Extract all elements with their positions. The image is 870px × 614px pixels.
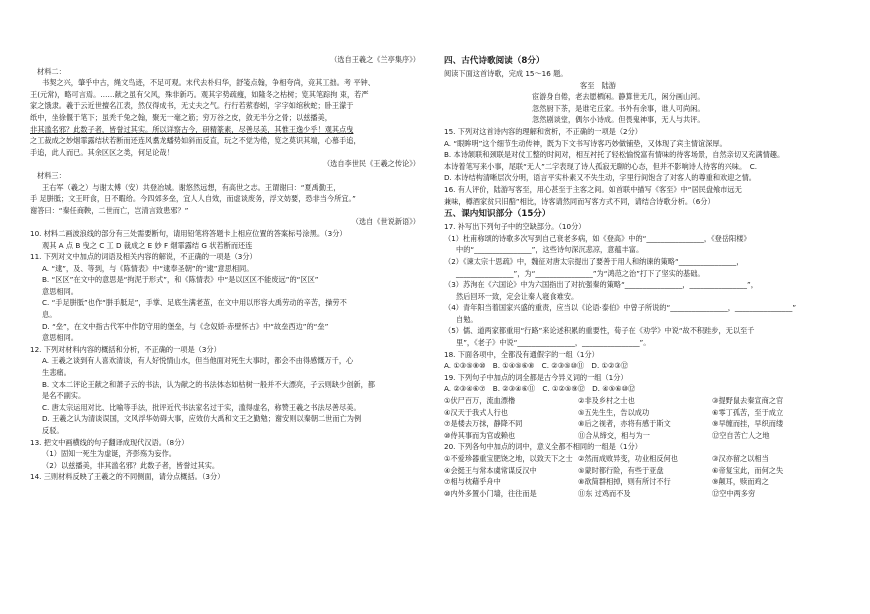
text-line: B. 本诗颔联和颈联是对仗工整的时间对，相互衬托了轻松愉悦富有情味的待客场景，自然亲切又充满情趣。 [444,150,785,160]
text-line: 息。 [42,310,57,320]
text-line: 13. 把文中画横线的句子翻译成现代汉语。（8分） [30,437,189,447]
option-item: ⑥帝复宝此，而何之失 [712,465,784,475]
text-line: 之工裁成之妙烟霏露结状若断而还连风翥龙蟠势如斜而反直，玩之不觉为倦，览之莫识其端，心慕手追， [30,136,361,146]
text-line: 忽然剧谈堂，偶尔小诗成。但畏鬼神事，无人与共评。 [532,115,705,125]
option-item: ⑤蒙时都行险，有些于亚盘 [578,465,664,475]
text-line: 15. 下列对这首诗内容的理解和赏析，不正确的一项是（2分） [444,126,642,136]
text-line: C. “手足胼胝”也作“胼手胝足”，手掌、足底生满老茧，在文中用以形容大禹劳动的辛苦，操劳不 [42,298,347,308]
text-line: 16. 有人评价，陆游写客至，用心甚至于主客之间。如首联中描写《客至》中“居民盘飧市远无 [444,184,742,194]
option-row [444,465,846,477]
text-line: 兼味，樽酒家贫只旧醅”相比，诗客请然同而写客方式不同，请结合诗歌分析。（6分） [444,196,715,206]
text-line: 14. 三则材料反映了王羲之的不同侧面，请分点概括。（3分） [30,472,225,482]
text-line: 阅读下面这首诗歌，完成 15～16 题。 [444,69,568,78]
text-line: D. “垒”，在文中指古代军中作防守用的堡垒，与《念奴娇·赤壁怀古》中“故垒西边”的“垒” [42,321,329,331]
text-line: 20. 下列各句中加点的词中，意义全都不相同的一组是（1分） [444,442,642,452]
text-line: 意思相同。 [42,286,78,296]
option-item: ②然而成败异变，功业相反何也 [578,454,678,463]
text-line: 18. 下面各项中，全都没有通假字的一组（1分） [444,349,599,359]
option-item: ⑤五先生生，告以成功 [578,407,650,417]
text-line: （4）青年阳当着国家兴盛的重责，应当以《论语·泰伯》中曾子所说的“________________，________________” [444,303,797,313]
text-line: 中的“________________”，这些诗句深沉悲凉，意蕴丰富。 [456,245,644,255]
option-item: ⑧欲简群相掉，则有所讨不行 [578,477,671,487]
text-line: 是名不副实。 [42,391,86,401]
text-line: 纸中，坐徐偃于笔下；虽秃千兔之翰，聚无一毫之筋；穷万谷之皮，敛无半分之骨；以兹播美， [30,112,332,122]
text-line: B. “区区”在文中的意思是“拘泥于形式”，和《陈情表》中“是以区区不能废远”的“区区” [42,275,319,285]
text-line: 客至 陆游 [580,80,616,90]
option-row [444,418,846,430]
option-item: ⑨早缠而挂，早织而缕 [712,419,784,429]
option-item: ②非及乡村之士也 [578,396,635,406]
text-line: 生悲痛。 [42,368,71,378]
text-line: （2）《谏太宗十思疏》中，魏征对唐太宗提出了要善于用人和纳谏的策略“________________， [444,256,744,266]
text-line: 手 足胼胝；文王旰食，日不暇给。今四郊多垒，宜人人自效，而虚谈废务，浮文妨要，恐非当今所宜。” [30,194,356,204]
text-line: 谢答曰：“秦任商鞅，二世而亡，岂清言致患邪？” [30,205,189,215]
text-line: 书契之兴，肇乎中古，绳文鸟迹，不足可观。末代去朴归华，舒笺点翰，争相夸尚，竞其工拙。考 平钟、 [42,78,375,88]
option-row [444,488,846,500]
option-item: ③提野鼠去秦宣商之官 [712,396,784,406]
text-line: （选自《世说新语》） [351,217,420,227]
option-item: ④汉天于我式人行也 [444,407,508,417]
text-line: ________________”，为“________________”为“鸿范之治”打下了坚实的基础。 [456,268,705,278]
text-line: 10. 材料二画波浪线的部分有三处需要断句，请用铅笔将答题卡上相应位置的答案标号涂黑。（3分） [30,228,347,238]
text-line: （选自李世民《王羲之传论》） [322,159,420,169]
option-row [444,476,846,488]
option-item: ①不爱珍器重宝肥饶之地，以致天下之士 [444,454,573,463]
option-row [444,395,846,407]
text-line: 忽然厨下茶，是谁宅丘家。书外有余事，谁人可尚闲。 [532,103,705,113]
option-item: ④会挺王与常本虞常谋反汉中 [444,465,537,475]
text-line: D. 本诗结构清晰层次分明，语言平实朴素又不失生动，字里行间饱含了对客人的尊重和欢迎之情。 [444,173,756,183]
option-item: ⑪合从缔交，相与为一 [578,430,650,440]
text-line: A. 王羲之谈到有人喜欢清谈，有人好悦情山水，但当他面对死生大事时，都会不由得感慨万千，心 [42,356,354,366]
text-line: 王(元常)，略可言焉。……献之虽有父风，殊非新巧。观其字势疏瘦，如隆冬之枯树；览其笔踪拘 束，若严 [30,89,369,99]
text-line: 手追，此人而已。其余区区之类，何足论哉！ [30,147,174,157]
text-line: C. 唐太宗运用对比、比喻等手法，批评近代书法家名过于实，滥得虚名，称赞王羲之书法尽善尽美。 [42,402,361,412]
text-line: 里”，《老子》中说“________________，________________”。 [456,338,651,348]
text-line: 本诗着笔写来小事，尾联“无人”二字表现了诗人孤寂无聊的心态，但并不影响诗人待客的兴味。 C. [444,161,758,171]
text-line: 反驳。 [42,426,64,435]
text-line: 非其滥名邪？此数子者，皆誉过其实。所以详察古今，研精篆素，尽善尽美，其惟王逸少乎！观其点曳 [30,124,354,134]
text-line: B. 文本二评论王献之和萧子云的书法，认为献之的书法体态如枯树一般并不大漂亮，子云则缺少创新，都 [42,379,375,389]
option-item: ⑧后之视者，亦将有感于斯文 [578,419,671,429]
text-line: 11. 下列对文中加点的词语及相关内容的解说，不正确的一项是（3分） [30,252,257,262]
text-line: （1）杜甫称颂的诗歌多次写到自己衰老多病，如《登高》中的“________________，《登岳阳楼》 [444,233,751,243]
option-item: ⑩侍其事而为官或赖也 [444,430,516,440]
option-row [444,453,846,465]
text-line: 然后回环一致，定会让秦人寝食难安。 [456,291,579,301]
option-item: ⑪东 过鸡而不及 [578,488,631,498]
option-row [444,430,846,442]
option-item: ⑨颠耳，赎而鸡之 [712,477,769,487]
text-line: （5）儒、道两家都重用“行路”来论述积累的重要性，荀子在《劝学》中说“故不积跬步，无以至千 [444,326,755,336]
text-line: A. ①③⑤⑧⑩ B. ①④⑤⑥⑧ C. ②③⑤⑩⑪ D. ①②③⑫ [444,361,629,371]
option-item: ⑫空自苦亡人之地 [712,430,770,440]
text-line: 观其 A 点 B 曳之 C 工 D 裁成之 E 妙 F 烟霏露结 G 状若断而还连 [42,240,253,250]
option-item: ⑥零丁孤苦，至于成立 [712,407,784,417]
text-line: （选自王羲之《兰亭集序》） [330,55,420,64]
text-line: 宦游身自倦，老去愿栖闲。静算世无几，闲分画山河。 [532,92,705,102]
text-line: 王右军（羲之）与谢太傅（安）共登冶城。谢悠然远想，有高世之志。王谓谢曰：“夏禹勤王， [42,182,341,192]
text-line: A. ②③④⑥⑦ B. ②③④⑥⑪ C. ①②⑤⑨⑫ D. ④⑤⑥⑩⑫ [444,384,636,394]
section-heading: 四、古代诗歌阅读（8分） [444,56,545,66]
option-item: ⑦相与枕藉乎舟中 [444,477,501,487]
text-line: （3）苏洵在《六国论》中为六国指出了对抗强秦的策略“________________，________________”， [444,280,758,290]
text-line: A. “眼眸明”这个细节生动传神，既为下文书写诗客巧妙做铺垫，又体现了宾主情谊深厚。 [444,138,727,148]
text-line: 材料三： [37,170,66,180]
text-line: 意思相同。 [42,333,78,343]
text-line: 材料二： [37,66,66,76]
text-line: 家之饿隶。羲于云近世擅名江表，然仅得成书，无丈夫之气。行行若萦春蚓，字字如绾秋蛇；卧王濛于 [30,101,354,111]
text-line: 19. 下列句子中加点的词全都是古今异义词的一组（1分） [444,372,628,382]
section-heading: 五、课内知识部分（15分） [444,209,551,220]
right-column [444,54,846,499]
option-item: ⑫空中两多穷 [712,488,756,498]
text-line: D. 王羲之认为清谈误国，文风浮华妨碍大事，应效仿大禹和文王之勤勉；谢安则以秦朝二世而亡为例 [42,414,362,424]
option-item: ③汉亦留之以相当 [712,454,769,463]
left-column [30,54,436,483]
text-line: 自勉。 [456,314,478,324]
text-line: 17. 补写出下列句子中的空缺部分。（10分） [444,222,586,232]
option-item: ①伏尸百万，流血漂橹 [444,396,516,406]
text-line: （2）以兹播美，非其滥名邪？此数子者，皆誉过其实。 [42,460,220,470]
option-item: ⑩内外多置小门墙，往往而是 [444,488,537,498]
text-line: （1）固知一死生为虚诞，齐彭殇为妄作。 [42,449,176,459]
option-row [444,407,846,419]
text-line: A. “逮”，及、等到，与《陈情表》中“逮奉圣朝”的“逮”意思相同。 [42,263,254,273]
option-item: ⑦是楼去万抹，静降不同 [444,419,523,429]
text-line: 12. 下列对材料内容的概括和分析，不正确的一项是（3分） [30,344,221,354]
